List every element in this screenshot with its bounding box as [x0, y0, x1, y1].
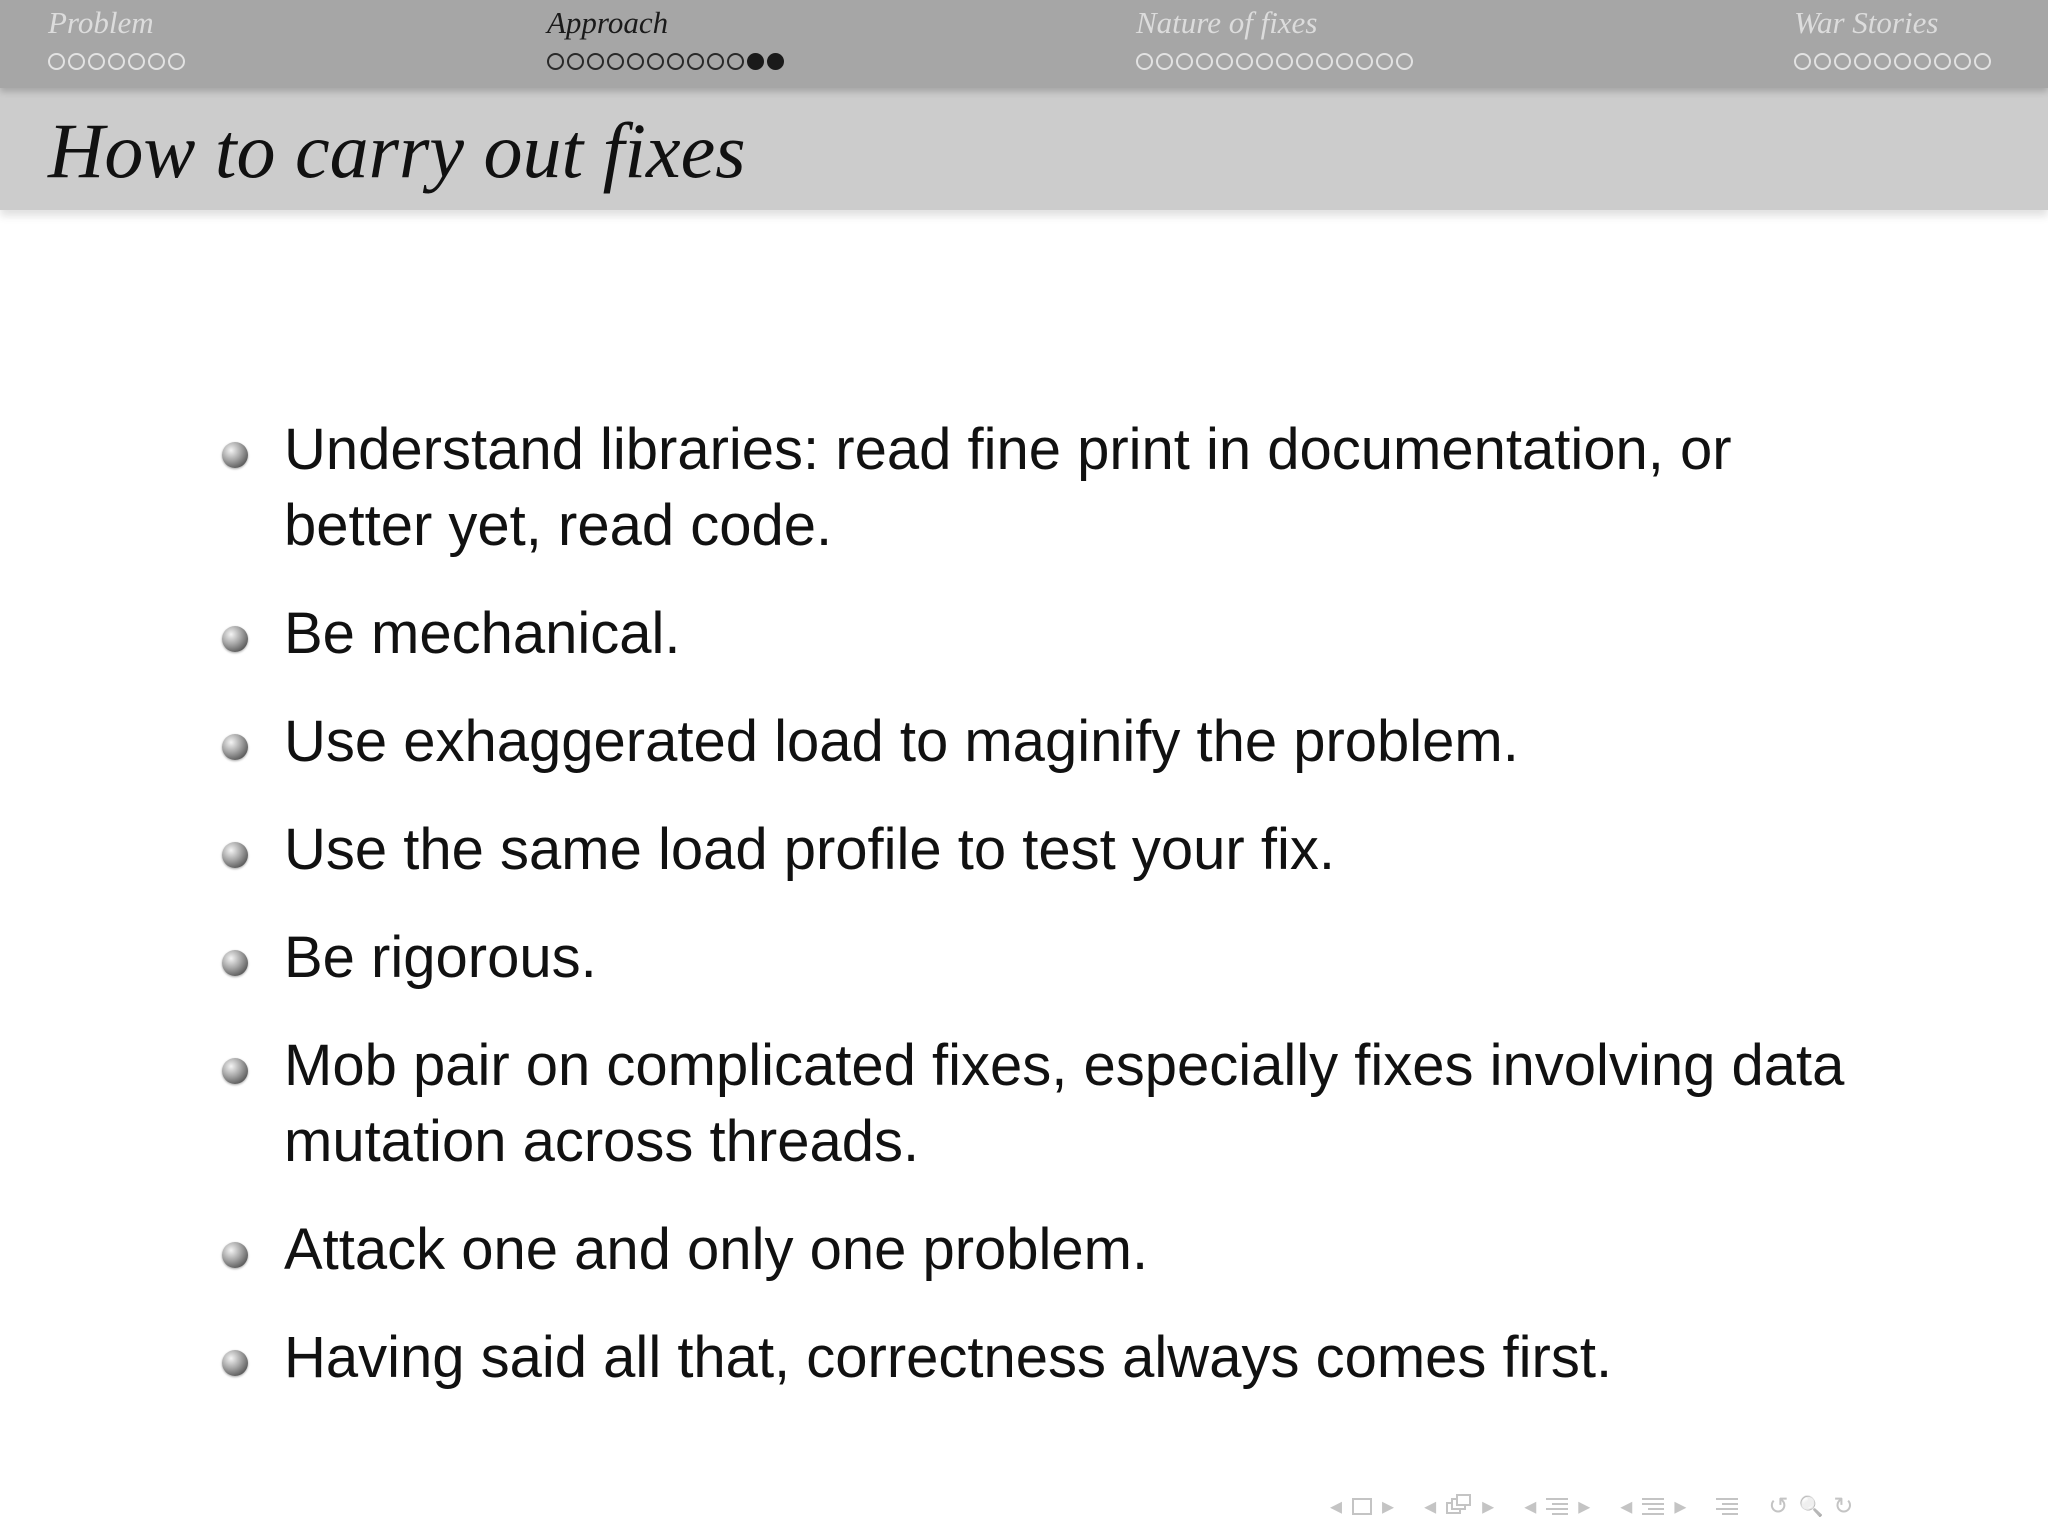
bullet-item: [222, 812, 1862, 888]
bullet-item: [222, 704, 1862, 780]
frame-dot[interactable]: [1356, 53, 1373, 70]
bullet-sphere-icon: [222, 1350, 248, 1376]
slide-dots: [48, 53, 185, 70]
next-section-icon[interactable]: ▸: [1674, 1492, 1687, 1520]
bullet-text: Having said all that, correctness always comes first.: [284, 1325, 1613, 1390]
subsection-nav-group: [1524, 1491, 1590, 1521]
frame-dot[interactable]: [1794, 53, 1811, 70]
nav-section-label[interactable]: Approach: [547, 5, 669, 40]
nav-section-label[interactable]: Nature of fixes: [1136, 5, 1318, 40]
nav-section-label[interactable]: War Stories: [1794, 5, 1939, 40]
bullet-text: Use the same load profile to test your fix.: [284, 817, 1335, 882]
frame-title-bar: [0, 88, 2048, 210]
document-nav-group: [1716, 1498, 1738, 1515]
frame-dot[interactable]: [1176, 53, 1193, 70]
bullet-text: Understand libraries: read fine print in documentation, or better yet, read code.: [284, 417, 1732, 558]
next-subsection-icon[interactable]: ▸: [1578, 1492, 1591, 1520]
forward-icon[interactable]: ↻: [1833, 1492, 1854, 1520]
section-icon[interactable]: [1642, 1498, 1664, 1515]
frame-dot[interactable]: [1136, 53, 1153, 70]
frame-dot[interactable]: [128, 53, 145, 70]
slide-dots: [1136, 53, 1413, 70]
previous-frame-icon[interactable]: ◂: [1424, 1492, 1437, 1520]
frame-dot[interactable]: [1316, 53, 1333, 70]
bullet-sphere-icon: [222, 842, 248, 868]
slide-nav-group: [1330, 1491, 1394, 1521]
bullet-text: Be mechanical.: [284, 601, 681, 666]
section-nav-group: [1620, 1491, 1686, 1521]
frame-dot[interactable]: [68, 53, 85, 70]
nav-section-approach[interactable]: [547, 4, 784, 70]
frame-dot[interactable]: [1276, 53, 1293, 70]
previous-section-icon[interactable]: ◂: [1620, 1492, 1633, 1520]
frame-dot[interactable]: [148, 53, 165, 70]
slide-dots: [1794, 53, 1991, 70]
back-icon[interactable]: ↺: [1768, 1492, 1789, 1520]
frame-dot[interactable]: [647, 53, 664, 70]
frame-dot[interactable]: [1156, 53, 1173, 70]
frame-dot[interactable]: [1396, 53, 1413, 70]
nav-section-nature-of-fixes[interactable]: [1136, 4, 1413, 70]
frame-dot[interactable]: [1854, 53, 1871, 70]
nav-section-war-stories[interactable]: [1794, 4, 1991, 70]
frame-dot[interactable]: [168, 53, 185, 70]
frame-dot[interactable]: [1954, 53, 1971, 70]
navigation-symbols: [1330, 1486, 1854, 1526]
frame-dot[interactable]: [88, 53, 105, 70]
current-frame-dot[interactable]: [747, 53, 764, 70]
frame-dot[interactable]: [1894, 53, 1911, 70]
frame-dot[interactable]: [48, 53, 65, 70]
frame-dot[interactable]: [1874, 53, 1891, 70]
nav-section-label[interactable]: Problem: [48, 5, 154, 40]
slide-icon[interactable]: [1352, 1498, 1372, 1515]
frame-dot[interactable]: [607, 53, 624, 70]
search-icon[interactable]: 🔍: [1798, 1494, 1824, 1518]
bullet-sphere-icon: [222, 734, 248, 760]
bullet-sphere-icon: [222, 1058, 248, 1084]
frame-dot[interactable]: [1336, 53, 1353, 70]
bullet-item: [222, 596, 1862, 672]
bullet-text: Attack one and only one problem.: [284, 1217, 1149, 1282]
previous-subsection-icon[interactable]: ◂: [1524, 1492, 1537, 1520]
frame-nav-group: [1424, 1491, 1494, 1521]
frame-dot[interactable]: [1934, 53, 1951, 70]
frame-icon[interactable]: [1446, 1494, 1472, 1518]
document-icon[interactable]: [1716, 1498, 1738, 1515]
frame-dot[interactable]: [1296, 53, 1313, 70]
frame-dot[interactable]: [1256, 53, 1273, 70]
frame-dot[interactable]: [547, 53, 564, 70]
frame-dot[interactable]: [707, 53, 724, 70]
bullet-text: Mob pair on complicated fixes, especially fixes involving data mutation across threads.: [284, 1033, 1845, 1174]
bullet-text: Use exhaggerated load to maginify the problem.: [284, 709, 1519, 774]
current-frame-dot[interactable]: [767, 53, 784, 70]
bullet-sphere-icon: [222, 442, 248, 468]
frame-dot[interactable]: [1814, 53, 1831, 70]
bullet-item: [222, 1212, 1862, 1288]
bullet-list: [222, 412, 1862, 1428]
bullet-text: Be rigorous.: [284, 925, 597, 990]
bullet-sphere-icon: [222, 626, 248, 652]
frame-dot[interactable]: [627, 53, 644, 70]
frame-dot[interactable]: [1216, 53, 1233, 70]
next-frame-icon[interactable]: ▸: [1482, 1492, 1495, 1520]
subsection-icon[interactable]: [1546, 1498, 1568, 1515]
frame-dot[interactable]: [1914, 53, 1931, 70]
bullet-item: [222, 920, 1862, 996]
frame-title: How to carry out fixes: [48, 107, 746, 194]
bullet-item: [222, 1028, 1862, 1180]
bullet-sphere-icon: [222, 950, 248, 976]
search-nav-group: [1768, 1491, 1853, 1521]
frame-dot[interactable]: [587, 53, 604, 70]
frame-dot[interactable]: [1196, 53, 1213, 70]
nav-section-problem[interactable]: [48, 4, 185, 70]
frame-dot[interactable]: [727, 53, 744, 70]
bullet-item: [222, 412, 1862, 564]
frame-dot[interactable]: [1974, 53, 1991, 70]
frame-dot[interactable]: [567, 53, 584, 70]
section-navigation-bar: [0, 0, 2048, 88]
frame-dot[interactable]: [1376, 53, 1393, 70]
bullet-sphere-icon: [222, 1242, 248, 1268]
frame-dot[interactable]: [667, 53, 684, 70]
next-slide-icon[interactable]: ▸: [1382, 1492, 1395, 1520]
frame-dot[interactable]: [687, 53, 704, 70]
frame-dot[interactable]: [1834, 53, 1851, 70]
frame-dot[interactable]: [108, 53, 125, 70]
frame-dot[interactable]: [1236, 53, 1253, 70]
slide-dots: [547, 53, 784, 70]
bullet-item: [222, 1320, 1862, 1396]
previous-slide-icon[interactable]: ◂: [1330, 1492, 1343, 1520]
